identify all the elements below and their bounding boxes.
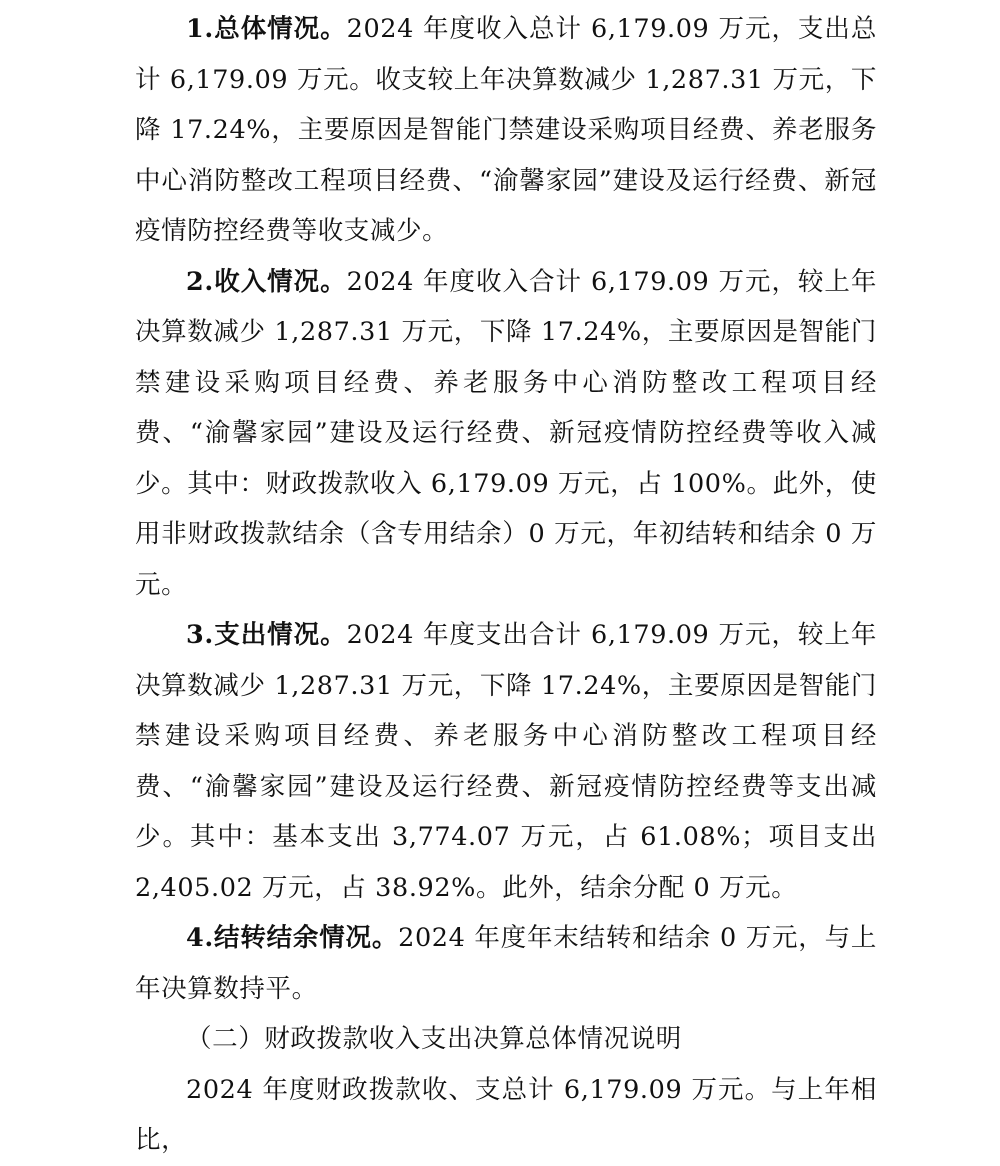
paragraph-lead-carryover: 4.结转结余情况。 [186,923,399,953]
paragraph-body-carryover: 2024 年度年末结转和结余 0 万元，与上年决算数持平。 [135,923,877,1004]
paragraph-expenditure [135,610,877,913]
paragraph-body-expenditure: 2024 年度支出合计 6,179.09 万元，较上年决算数减少 1,287.31 万元，下降 17.24%，主要原因是智能门禁建设采购项目经费、养老服务中心消防整改工程项目经费、“渝馨家园”建设及运行经费、新冠疫情防控经费等支出减少。其中：基本支出 3,774.07 万元，占 61.08%；项目支出 2,405.02 万元，占 38.92%。此外，结余分配 0 万元。 [135,620,878,903]
paragraph-lead-expenditure: 3.支出情况。 [186,620,347,650]
paragraph-body-income: 2024 年度收入合计 6,179.09 万元，较上年决算数减少 1,287.31 万元，下降 17.24%，主要原因是智能门禁建设采购项目经费、养老服务中心消防整改工程项目经费、“渝馨家园”建设及运行经费、新冠疫情防控经费等收入减少。其中：财政拨款收入 6,179.09 万元，占 100%。此外，使用非财政拨款结余（含专用结余）0 万元，年初结转和结余 0 万元。 [135,266,878,600]
paragraph-income [135,257,877,611]
document-page [135,0,877,1166]
paragraph-overall [135,0,877,257]
paragraph-carryover [135,913,877,1014]
paragraph-lead-income: 2.收入情况。 [186,266,347,297]
paragraph-lead-overall: 1.总体情况。 [186,14,347,44]
paragraph-fiscal-summary: 2024 年度财政拨款收、支总计 6,179.09 万元。与上年相比， [135,1074,877,1155]
paragraph-body-overall: 2024 年度收入总计 6,179.09 万元，支出总计 6,179.09 万元。收支较上年决算数减少 1,287.31 万元，下降 17.24%，主要原因是智能门禁建设采购项目经费、养老服务中心消防整改工程项目经费、“渝馨家园”建设及运行经费、新冠疫情防控经费等收支减少。 [135,14,878,246]
section-heading: （二）财政拨款收入支出决算总体情况说明 [186,1024,682,1054]
